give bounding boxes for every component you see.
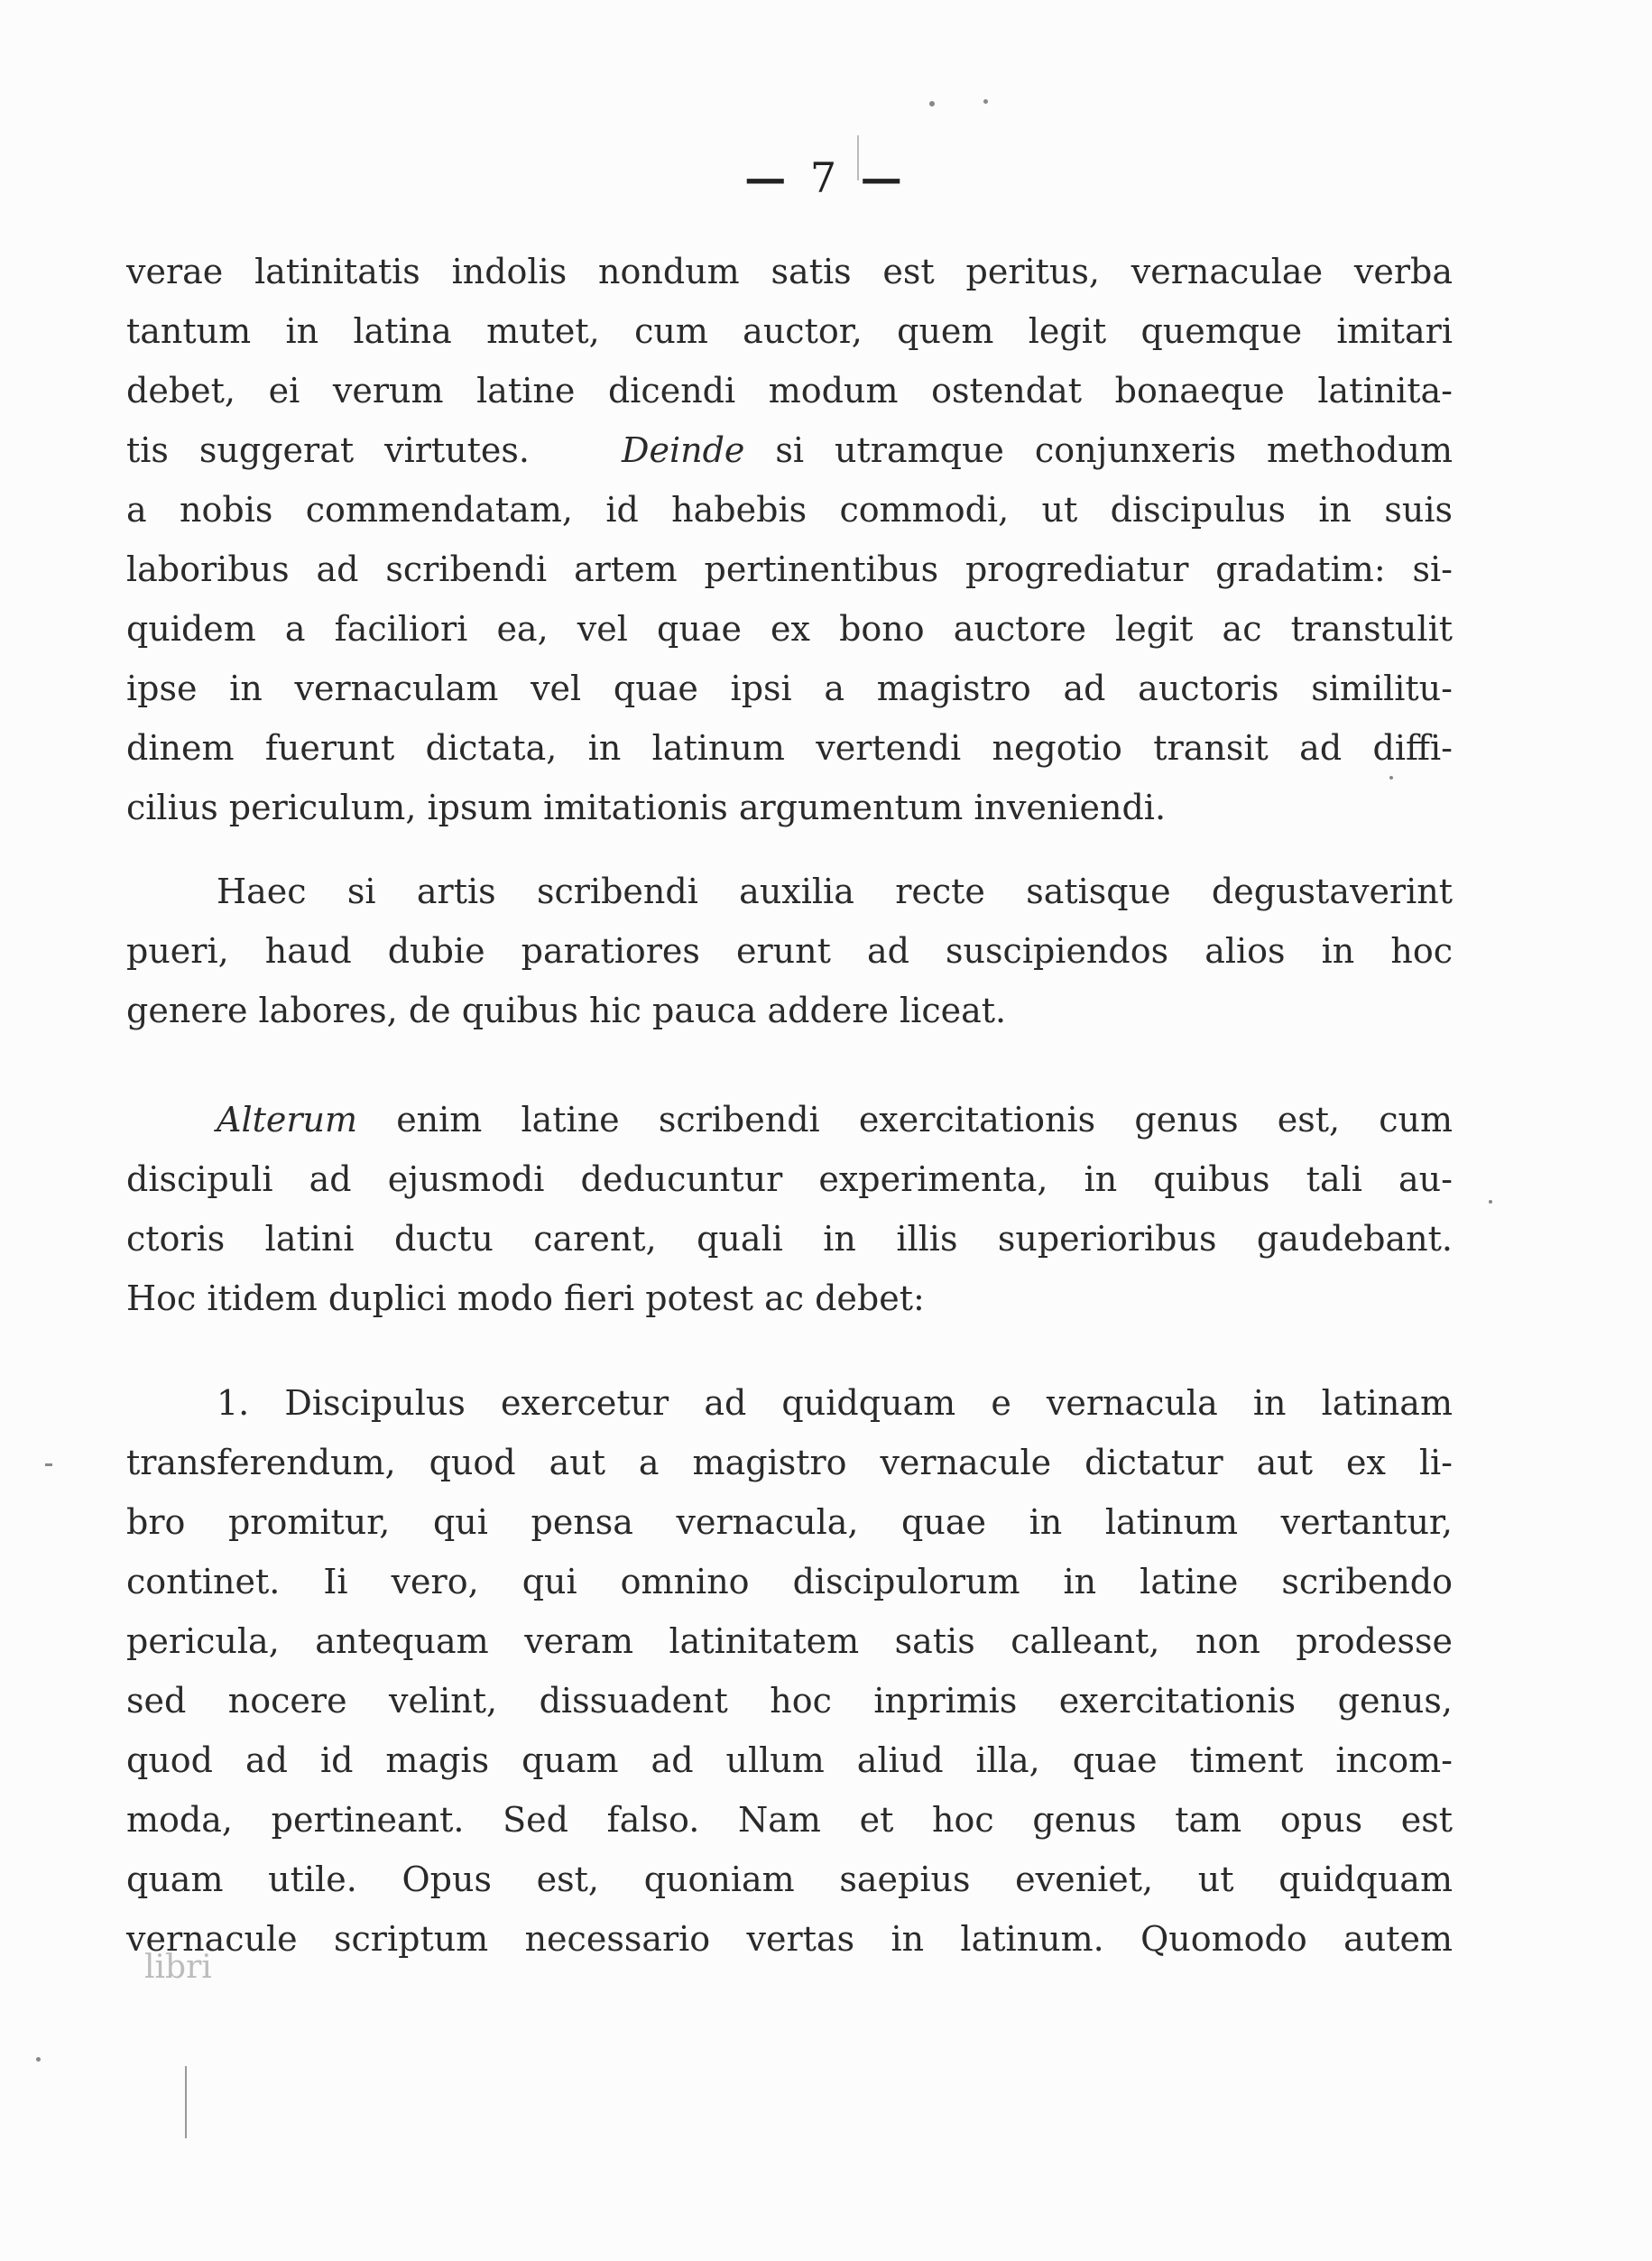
text-line: cilius periculum, ipsum imitationis argumentum inveniendi. xyxy=(126,788,1167,827)
text-line: laboribus ad scribendi artem pertinentibus progrediatur gradatim: si- xyxy=(126,549,1453,589)
scan-speck xyxy=(36,2057,41,2062)
text-line: 1. Discipulus exercetur ad quidquam e vernacula in latinam xyxy=(217,1383,1453,1423)
text-line: pueri, haud dubie paratiores erunt ad suscipiendos alios in hoc xyxy=(126,931,1453,971)
italic-word: Alterum xyxy=(217,1100,358,1140)
italic-word: Deinde xyxy=(621,430,745,470)
scan-speck xyxy=(1389,776,1393,780)
text-line: moda, pertineant. Sed falso. Nam et hoc genus tam opus est xyxy=(126,1800,1453,1840)
scan-speck xyxy=(45,1463,52,1466)
text-line: pericula, antequam veram latinitatem satis calleant, non prodesse xyxy=(126,1621,1453,1661)
scan-speck xyxy=(1489,1200,1492,1204)
text-line: ctoris latini ductu carent, quali in illis superioribus gaudebant. xyxy=(126,1219,1453,1259)
page-number: 7 xyxy=(809,153,843,202)
text-line: Haec si artis scribendi auxilia recte satisque degustaverint xyxy=(217,872,1453,911)
text-line: discipuli ad ejusmodi deducuntur experimenta, in quibus tali au- xyxy=(126,1159,1453,1199)
text-line: quam utile. Opus est, quoniam saepius eveniet, ut quidquam xyxy=(126,1860,1453,1899)
text-line: quidem a faciliori ea, vel quae ex bono auctore legit ac transtulit xyxy=(126,609,1453,649)
text-line: sed nocere velint, dissuadent hoc inprimis exercitationis genus, xyxy=(126,1681,1453,1721)
text-line: quod ad id magis quam ad ullum aliud illa, quae timent incom- xyxy=(126,1740,1453,1780)
paragraph-4 xyxy=(126,1373,1453,1969)
scan-mark xyxy=(857,135,859,180)
text-line: genere labores, de quibus hic pauca addere liceat. xyxy=(126,991,1007,1030)
text-line: tantum in latina mutet, cum auctor, quem legit quemque imitari xyxy=(126,311,1453,351)
header-dash-left: — xyxy=(744,153,792,202)
text-line: vernacule scriptum necessario vertas in latinum. Quomodo autem xyxy=(126,1919,1453,1959)
text-line: a nobis commendatam, id habebis commodi, ut discipulus in suis xyxy=(126,490,1453,530)
text-segment: tis suggerat virtutes. xyxy=(126,430,530,470)
text-line: ipse in vernaculam vel quae ipsi a magistro ad auctoris similitu- xyxy=(126,669,1453,708)
text-segment: enim latine scribendi exercitationis genus est, cum xyxy=(396,1100,1453,1140)
text-line: Hoc itidem duplici modo fieri potest ac debet: xyxy=(126,1278,925,1318)
scan-speck xyxy=(983,99,988,104)
text-line xyxy=(126,1090,1453,1149)
page-header xyxy=(0,153,1652,202)
scan-mark xyxy=(185,2066,187,2138)
text-line xyxy=(126,420,1453,480)
paragraph-3 xyxy=(126,1090,1453,1328)
bleed-through-fragment: libri xyxy=(144,1949,212,1986)
text-line: continet. Ii vero, qui omnino discipulorum in latine scribendo xyxy=(126,1562,1453,1601)
text-line: transferendum, quod aut a magistro vernacule dictatur aut ex li- xyxy=(126,1443,1453,1482)
paragraph-1 xyxy=(126,242,1453,837)
text-line: debet, ei verum latine dicendi modum ostendat bonaeque latinita- xyxy=(126,371,1453,411)
text-segment: si utramque conjunxeris methodum xyxy=(775,430,1453,470)
text-line: bro promitur, qui pensa vernacula, quae in latinum vertantur, xyxy=(126,1502,1453,1542)
text-line: dinem fuerunt dictata, in latinum vertendi negotio transit ad diffi- xyxy=(126,728,1453,768)
header-dash-right: — xyxy=(860,153,908,202)
scan-speck xyxy=(929,101,935,106)
paragraph-2 xyxy=(126,862,1453,1040)
text-line: verae latinitatis indolis nondum satis est peritus, vernaculae verba xyxy=(126,252,1453,291)
